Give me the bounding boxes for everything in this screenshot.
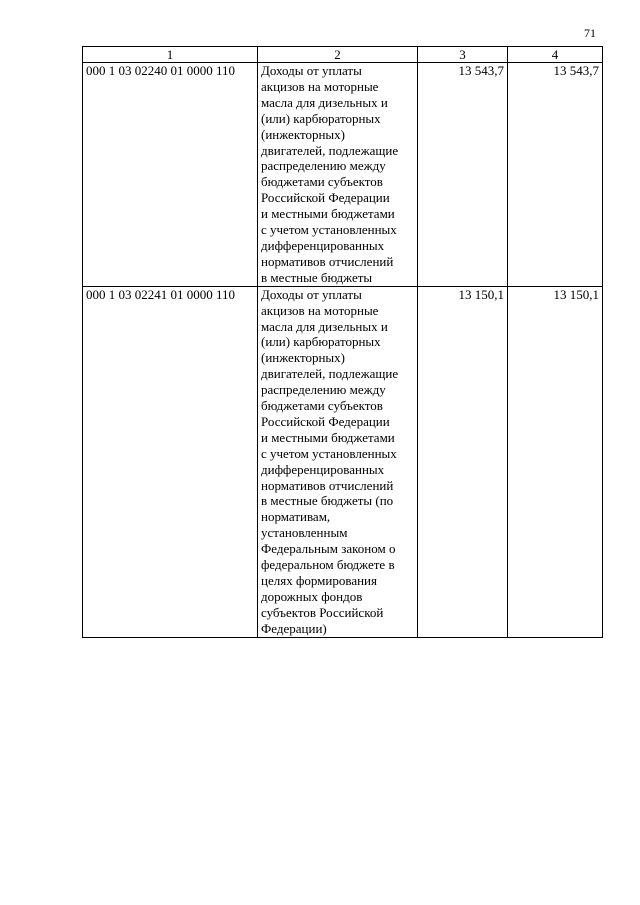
- description-line: дифференцированных: [261, 237, 385, 253]
- description-line: распределению между: [261, 158, 386, 174]
- description-line: с учетом установленных: [261, 222, 397, 238]
- description-line: субъектов Российской: [261, 604, 384, 620]
- description-line: Российской Федерации: [261, 190, 390, 206]
- description-line: двигателей, подлежащие: [261, 366, 399, 382]
- description-line: (инжекторных): [261, 350, 345, 366]
- description-line: дорожных фондов: [261, 588, 363, 604]
- description-line: двигателей, подлежащие: [261, 142, 399, 158]
- description-line: нормативов отчислений: [261, 253, 394, 269]
- description-line: масла для дизельных и: [261, 94, 388, 110]
- description-line: масла для дизельных и: [261, 318, 388, 334]
- description-line: Российской Федерации: [261, 413, 390, 429]
- budget-code-cell: 000 1 03 02241 01 0000 110: [83, 286, 258, 637]
- description-line: акцизов на моторные: [261, 302, 379, 318]
- amount-col3-cell: 13 150,1: [418, 286, 508, 637]
- budget-table: [82, 46, 603, 638]
- table-header-row: [83, 47, 603, 63]
- page-number: 71: [584, 26, 596, 40]
- description-line: (инжекторных): [261, 126, 345, 142]
- amount-col4-cell: 13 150,1: [508, 286, 603, 637]
- description-line: Доходы от уплаты: [261, 63, 362, 78]
- description-line: установленным: [261, 525, 348, 541]
- description-line: и местными бюджетами: [261, 206, 395, 222]
- description-line: Федеральным законом о: [261, 541, 396, 557]
- budget-code-cell: 000 1 03 02240 01 0000 110: [83, 63, 258, 287]
- table-body: [83, 63, 603, 638]
- description-line: Доходы от уплаты: [261, 286, 362, 302]
- header-cell: 2: [258, 47, 418, 63]
- description-line: Федерации): [261, 620, 327, 636]
- description-line: в местные бюджеты: [261, 269, 373, 285]
- description-line: целях формирования: [261, 573, 377, 588]
- description-line: (или) карбюраторных: [261, 110, 381, 126]
- description-line: и местными бюджетами: [261, 429, 395, 445]
- header-cell: 3: [418, 47, 508, 63]
- description-line: нормативов отчислений: [261, 477, 394, 493]
- header-cell: 4: [508, 47, 603, 63]
- amount-col3-cell: 13 543,7: [418, 63, 508, 287]
- header-cell: 1: [83, 47, 258, 63]
- table-row: [83, 63, 603, 287]
- description-line: (или) карбюраторных: [261, 334, 381, 350]
- amount-col4-cell: 13 543,7: [508, 63, 603, 287]
- table-row: [83, 286, 603, 637]
- description-line: нормативам,: [261, 509, 331, 525]
- description-line: распределению между: [261, 382, 386, 398]
- revenue-description-cell: [258, 63, 418, 287]
- description-line: дифференцированных: [261, 461, 385, 477]
- description-line: в местные бюджеты (по: [261, 493, 394, 509]
- revenue-description-cell: [258, 286, 418, 637]
- description-line: бюджетами субъектов: [261, 174, 383, 190]
- description-line: бюджетами субъектов: [261, 398, 383, 414]
- description-line: с учетом установленных: [261, 445, 397, 461]
- description-line: акцизов на моторные: [261, 78, 379, 94]
- description-line: федеральном бюджете в: [261, 557, 395, 573]
